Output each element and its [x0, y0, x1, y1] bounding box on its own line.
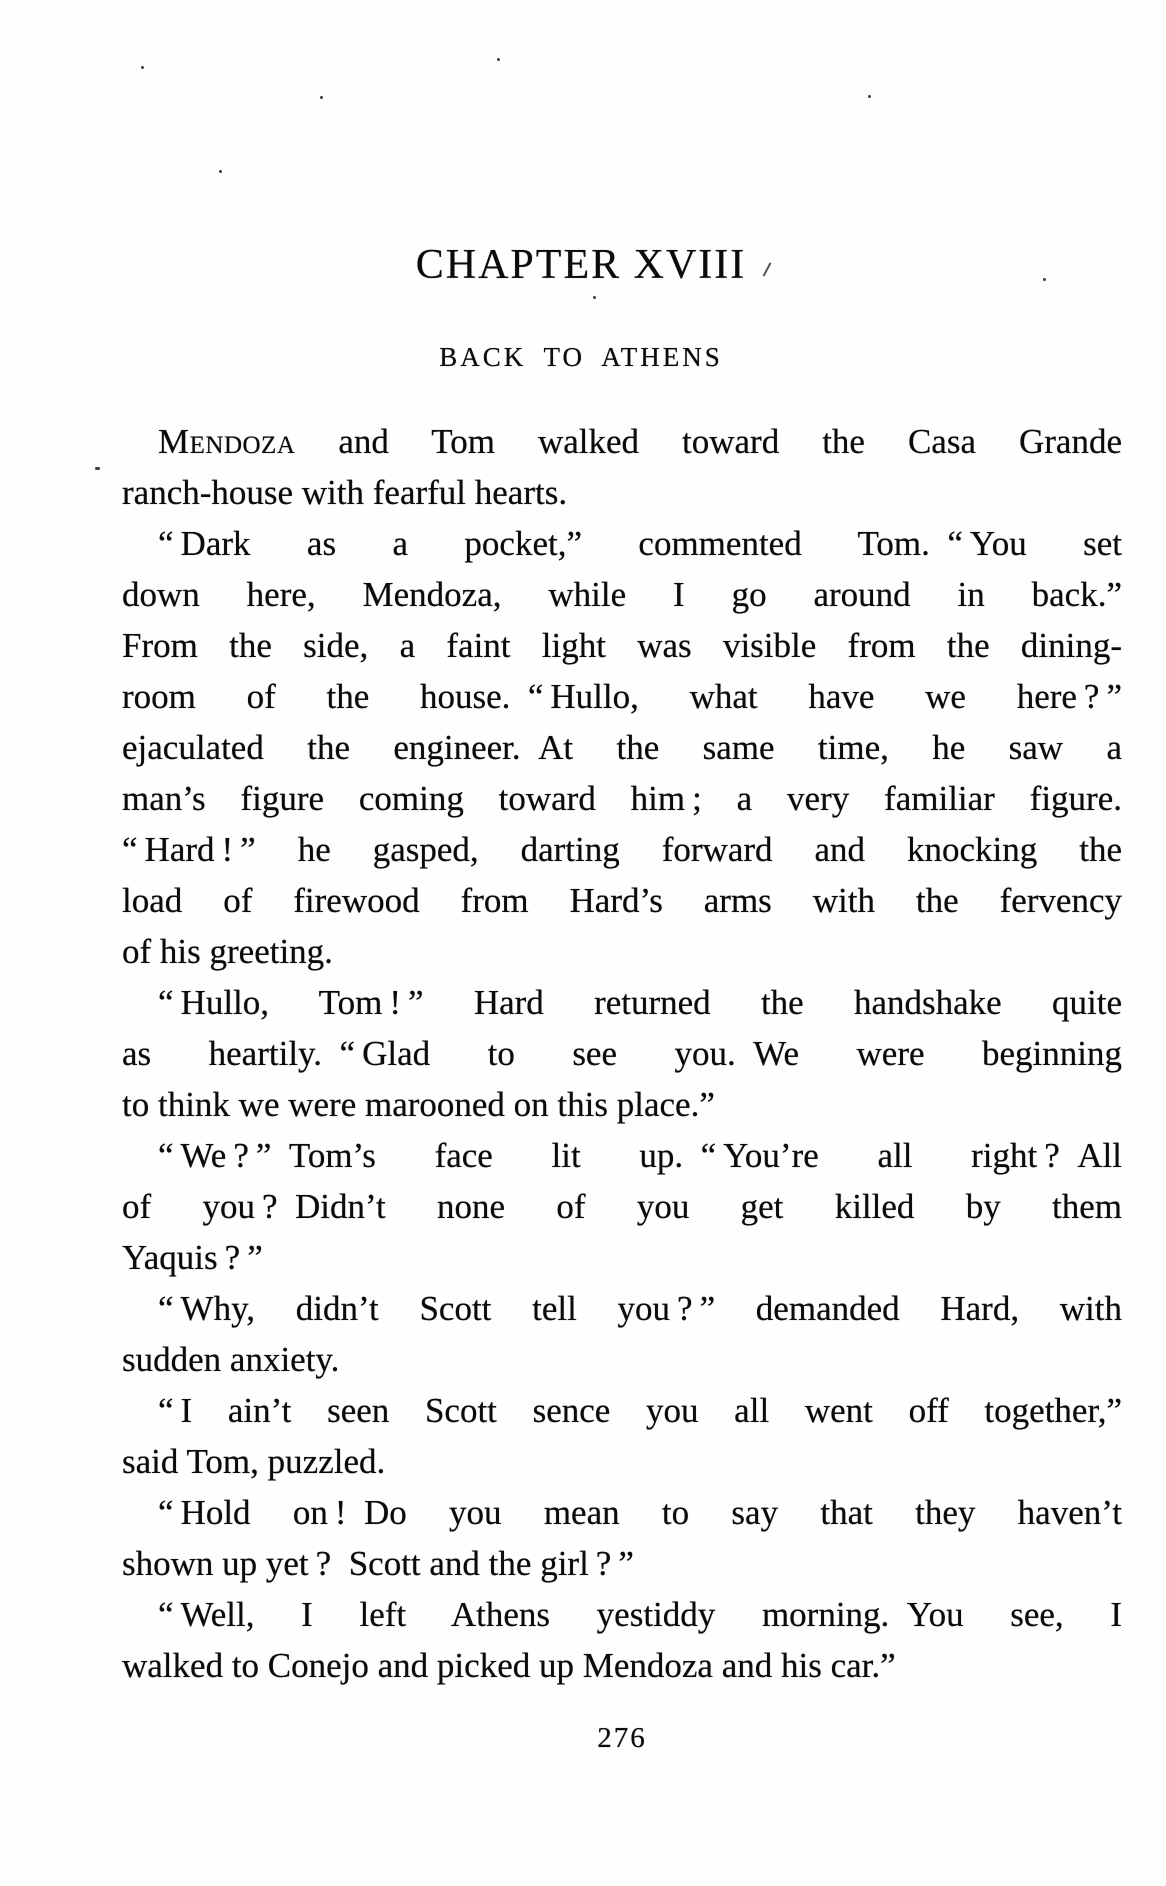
text-line: “ I ain’t seen Scott sence you all went off together,” — [158, 1391, 1122, 1430]
scan-speck — [320, 96, 323, 99]
text-line: shown up yet ? Scott and the girl ? ” — [122, 1544, 634, 1583]
text-line: “ Why, didn’t Scott tell you ? ” demanded Hard, with — [158, 1289, 1122, 1328]
text-line: “ Hard ! ” he gasped, darting forward and knocking the — [122, 830, 1122, 869]
text-line: load of firewood from Hard’s arms with the fervency — [122, 881, 1122, 920]
scan-speck — [868, 95, 871, 98]
scan-speck — [219, 170, 222, 173]
paragraph — [122, 1283, 1122, 1385]
text-line: “ Hold on ! Do you mean to say that they haven’t — [158, 1493, 1122, 1532]
text-line: to think we were marooned on this place.” — [122, 1085, 715, 1124]
paragraph — [122, 518, 1122, 977]
text-line: “ Hullo, Tom ! ” Hard returned the handshake quite — [158, 983, 1122, 1022]
text-line: sudden anxiety. — [122, 1340, 340, 1379]
paragraph — [122, 1589, 1122, 1691]
text-line: ejaculated the engineer. At the same time, he saw a — [122, 728, 1122, 767]
paragraph — [122, 1487, 1122, 1589]
paragraph — [122, 1130, 1122, 1283]
smallcaps-lead: Mendoza — [158, 422, 296, 461]
text-line: room of the house. “ Hullo, what have we here ? ” — [122, 677, 1122, 716]
text-line: Yaquis ? ” — [122, 1238, 263, 1277]
text-line: said Tom, puzzled. — [122, 1442, 386, 1481]
scan-speck — [95, 467, 100, 470]
text-line: “ Dark as a pocket,” commented Tom. “ You set — [158, 524, 1122, 563]
body-text — [122, 416, 1122, 1691]
scan-speck — [141, 66, 144, 69]
text-line: From the side, a faint light was visible from the dining- — [122, 626, 1122, 665]
text-line: “ Well, I left Athens yestiddy morning. You see, I — [158, 1595, 1122, 1634]
text-line: as heartily. “ Glad to see you. We were beginning — [122, 1034, 1122, 1073]
text-line: ranch-house with fearful hearts. — [122, 473, 568, 512]
paragraph — [122, 416, 1122, 518]
text-line: “ We ? ” Tom’s face lit up. “ You’re all right ? All — [158, 1136, 1122, 1175]
paragraph — [122, 977, 1122, 1130]
text-line: walked to Conejo and picked up Mendoza and his car.” — [122, 1646, 896, 1685]
paragraph — [122, 1385, 1122, 1487]
text-line: man’s figure coming toward him ; a very familiar figure. — [122, 779, 1122, 818]
text-line: down here, Mendoza, while I go around in back.” — [122, 575, 1122, 614]
chapter-subtitle: BACK TO ATHENS — [439, 342, 723, 372]
text-line: Mendoza and Tom walked toward the Casa Grande — [158, 422, 1122, 461]
chapter-heading: CHAPTER XVIII — [415, 242, 747, 288]
text-line: of his greeting. — [122, 932, 333, 971]
scan-speck — [1043, 278, 1046, 281]
scan-speck — [593, 296, 596, 299]
scan-speck — [497, 58, 500, 61]
page-number: 276 — [597, 1722, 647, 1754]
text-line: of you ? Didn’t none of you get killed by them — [122, 1187, 1122, 1226]
